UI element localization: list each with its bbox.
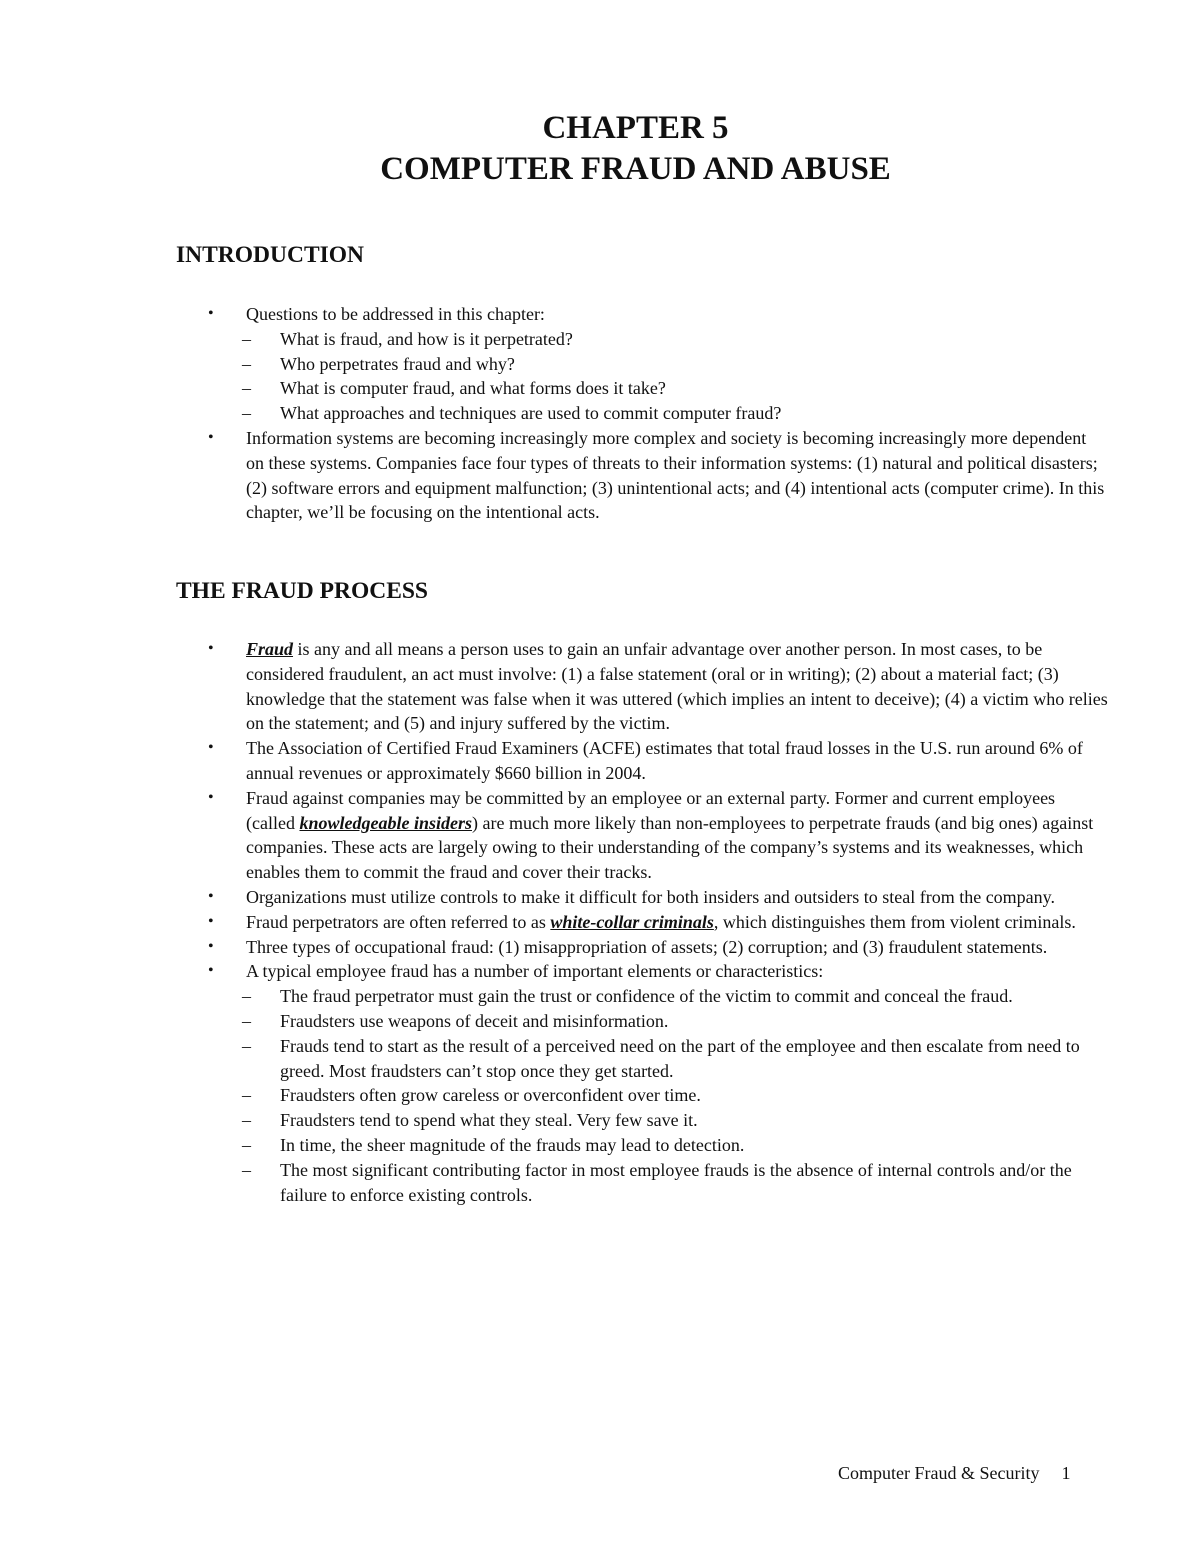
sublist-item-text: In time, the sheer magnitude of the frauds may lead to detection. (280, 1134, 745, 1155)
sublist-item-text: The most significant contributing factor in most employee frauds is the absence of internal controls and/or the failure to enforce existing controls. (280, 1159, 1072, 1205)
list-item (208, 736, 1108, 786)
list-item-text: The Association of Certified Fraud Examiners (ACFE) estimates that total fraud losses in the U.S. run around 6% of annual revenues or approximately $660 billion in 2004. (246, 738, 1083, 783)
list-item-text: is any and all means a person uses to gain an unfair advantage over another person. In most cases, to be considered fraudulent, an act must involve: (1) a false statement (oral or in writing); (2) about a material fact; (3) knowledge that the statement was false when it was uttered (which implies an intent to deceive); (4) a victim who relies on the statement; and (5) and injury suffered by the victim. (246, 639, 1108, 734)
fraud-process-list (208, 637, 1108, 1207)
list-item (208, 637, 1108, 736)
list-item (208, 786, 1108, 885)
dash-icon: – (242, 1085, 251, 1106)
chapter-title (0, 108, 1200, 190)
dash-icon: – (242, 1010, 251, 1031)
sublist-item (208, 1108, 1108, 1133)
question-sublist (208, 327, 1108, 426)
page-number: 1 (1061, 1463, 1071, 1483)
sublist-item (208, 1009, 1108, 1034)
bullet-icon: • (208, 887, 214, 905)
sublist-item (208, 1158, 1108, 1208)
sublist-item-text: What is computer fraud, and what forms does it take? (280, 378, 666, 399)
dash-icon: – (242, 1035, 251, 1056)
term-knowledgeable-insiders: knowledgeable insiders (299, 812, 472, 833)
list-item (208, 885, 1108, 910)
list-item-text: Information systems are becoming increasingly more complex and society is becoming increasingly more dependent on these systems. Companies face four types of threats to their information systems: (1) natural and political disasters; (2) software errors and equipment malfunction; (3) unintentional acts; and (4) intentional acts (computer crime). In this chapter, we’ll be focusing on the intentional acts. (246, 427, 1105, 523)
list-item (208, 302, 1108, 426)
sublist-item-text: What approaches and techniques are used to commit computer fraud? (280, 403, 782, 424)
bullet-icon: • (208, 788, 214, 806)
sublist-item-text: Fraudsters use weapons of deceit and misinformation. (280, 1010, 669, 1031)
sublist-item (208, 1133, 1108, 1158)
term-white-collar-criminals: white-collar criminals (550, 911, 714, 932)
list-item-text: Fraud perpetrators are often referred to as (246, 911, 551, 932)
dash-icon: – (242, 1134, 251, 1155)
list-item-text: ) are much more likely than non-employees to perpetrate frauds (and big ones) against companies. These acts are largely owing to their understanding of the company’s systems and its weaknesses, which enables them to commit the fraud and cover their tracks. (246, 812, 1094, 883)
dash-icon: – (242, 403, 251, 424)
bullet-icon: • (208, 305, 214, 322)
sublist-item-text: Frauds tend to start as the result of a perceived need on the part of the employee and then escalate from need to greed. Most fraudsters can’t stop once they get started. (280, 1035, 1080, 1081)
introduction-list (208, 302, 1108, 525)
term-fraud: Fraud (246, 639, 294, 659)
dash-icon: – (242, 1159, 251, 1180)
characteristics-sublist (208, 984, 1108, 1207)
sublist-item-text: Fraudsters tend to spend what they steal. Very few save it. (280, 1110, 698, 1131)
footer-text: Computer Fraud & Security (838, 1463, 1040, 1483)
list-item-text: Questions to be addressed in this chapter: (246, 304, 545, 324)
bullet-icon: • (208, 640, 214, 657)
list-item (208, 959, 1108, 1207)
list-item-text: , which distinguishes them from violent criminals. (713, 911, 1076, 932)
chapter-number: CHAPTER 5 (542, 110, 729, 146)
sublist-item (208, 401, 1108, 426)
dash-icon: – (242, 328, 251, 349)
list-item (208, 935, 1108, 960)
list-item (208, 426, 1108, 525)
sublist-item-text: Who perpetrates fraud and why? (280, 353, 515, 374)
list-item-text: Organizations must utilize controls to make it difficult for both insiders and outsiders to steal from the company. (246, 886, 1056, 907)
list-item (208, 910, 1108, 935)
sublist-item-text: What is fraud, and how is it perpetrated? (280, 328, 573, 349)
sublist-item (208, 327, 1108, 352)
chapter-name: COMPUTER FRAUD AND ABUSE (380, 151, 891, 187)
sublist-item (208, 1083, 1108, 1108)
list-item-text: A typical employee fraud has a number of important elements or characteristics: (246, 961, 824, 982)
sublist-item-text: Fraudsters often grow careless or overconfident over time. (280, 1085, 701, 1106)
bullet-icon: • (208, 937, 214, 955)
dash-icon: – (242, 1110, 251, 1131)
heading-fraud-process: THE FRAUD PROCESS (176, 578, 429, 604)
dash-icon: – (242, 986, 251, 1007)
bullet-icon: • (208, 962, 214, 980)
bullet-icon: • (208, 428, 214, 446)
sublist-item (208, 984, 1108, 1009)
sublist-item (208, 376, 1108, 401)
bullet-icon: • (208, 912, 214, 930)
dash-icon: – (242, 378, 251, 399)
sublist-item (208, 1034, 1108, 1084)
heading-introduction: INTRODUCTION (176, 242, 365, 268)
list-item-text: Fraud against companies may be committed by an employee or an external party. Former and current employees (called (246, 787, 1056, 833)
page-footer (838, 1462, 1070, 1484)
dash-icon: – (242, 353, 251, 374)
sublist-item (208, 352, 1108, 377)
list-item-text: Three types of occupational fraud: (1) misappropriation of assets; (2) corruption; and (3) fraudulent statements. (246, 936, 1048, 957)
bullet-icon: • (208, 739, 214, 757)
sublist-item-text: The fraud perpetrator must gain the trust or confidence of the victim to commit and conceal the fraud. (280, 986, 1013, 1007)
